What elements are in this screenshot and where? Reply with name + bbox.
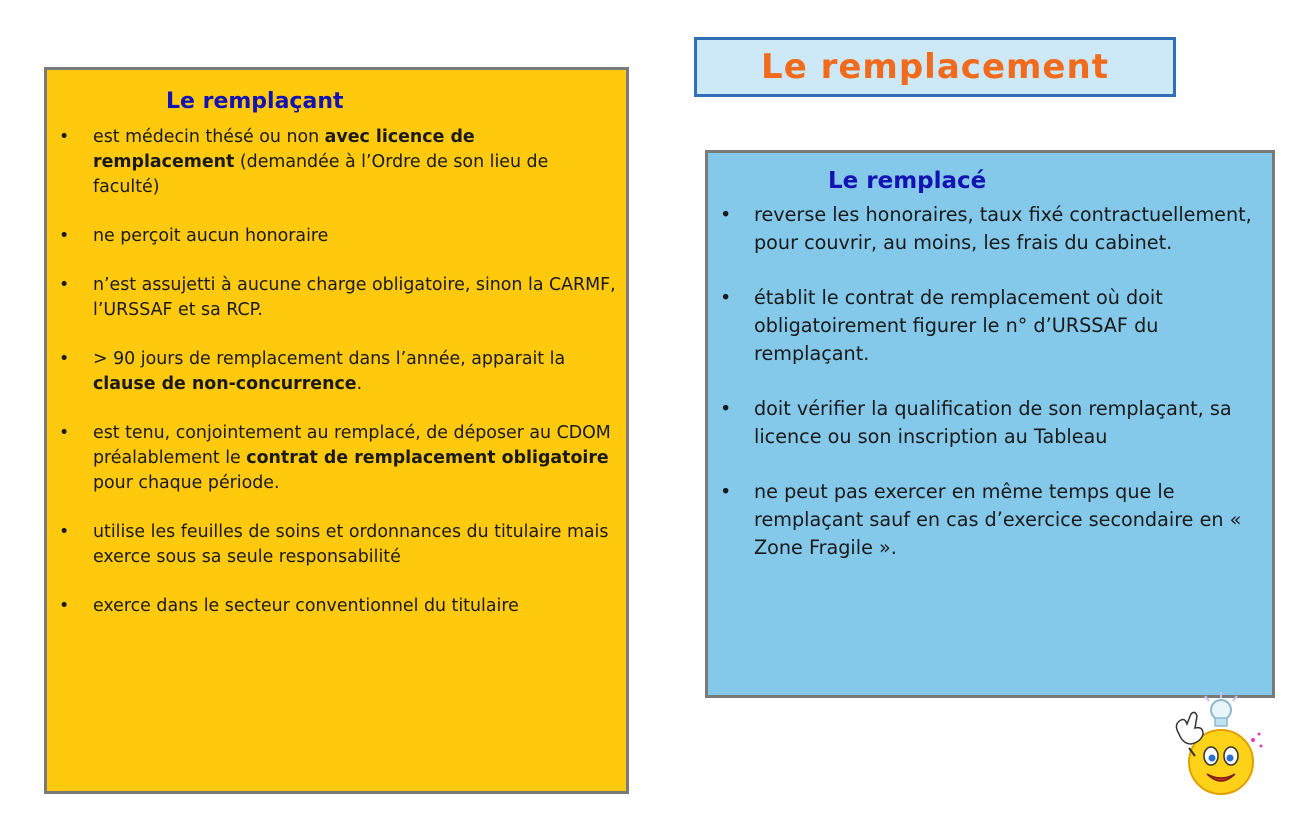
bullet-icon: •	[59, 275, 70, 295]
bullet-icon: •	[720, 397, 732, 420]
bullet-icon: •	[720, 203, 732, 226]
list-item: • exerce dans le secteur conventionnel du titulaire	[59, 594, 618, 619]
remplacant-panel	[44, 67, 629, 794]
bullet-icon: •	[720, 286, 732, 309]
list-item: • ne perçoit aucun honoraire	[59, 224, 618, 249]
list-item: • > 90 jours de remplacement dans l’année, apparait la clause de non-concurrence.	[59, 349, 566, 394]
list-item: • reverse les honoraires, taux fixé contractuellement, pour couvrir, au moins, les frais du cabinet.	[720, 203, 1252, 254]
bullet-icon: •	[59, 226, 70, 246]
remplace-panel	[705, 150, 1275, 698]
list-item: • utilise les feuilles de soins et ordonnances du titulaire mais exerce sous sa seule responsabilité	[59, 522, 609, 567]
lightbulb-smiley-icon	[1165, 690, 1270, 800]
remplacant-heading: Le remplaçant	[166, 89, 344, 114]
title-banner	[694, 37, 1176, 97]
bullet-icon: •	[720, 480, 732, 503]
bullet-icon: •	[59, 596, 70, 616]
list-item: • est médecin thésé ou non avec licence de remplacement (demandée à l’Ordre de son lieu de faculté)	[59, 127, 549, 197]
list-item: • n’est assujetti à aucune charge obligatoire, sinon la CARMF, l’URSSAF et sa RCP.	[59, 275, 616, 320]
bullet-icon: •	[59, 349, 70, 369]
page-title: Le remplacement	[761, 47, 1109, 87]
bullet-icon: •	[59, 522, 70, 542]
list-item: • est tenu, conjointement au remplacé, de déposer au CDOM préalablement le contrat de remplacement obligatoire pour chaque période.	[59, 423, 611, 493]
remplacant-list	[59, 125, 618, 643]
bullet-icon: •	[59, 127, 70, 147]
list-item: • établit le contrat de remplacement où doit obligatoirement figurer le n° d’URSSAF du remplaçant.	[720, 286, 1163, 365]
remplace-list	[720, 201, 1266, 589]
bullet-icon: •	[59, 423, 70, 443]
list-item: • doit vérifier la qualification de son remplaçant, sa licence ou son inscription au Tableau	[720, 397, 1232, 448]
list-item: • ne peut pas exercer en même temps que le remplaçant sauf en cas d’exercice secondaire en « Zone Fragile ».	[720, 480, 1242, 559]
remplace-heading: Le remplacé	[828, 168, 987, 194]
